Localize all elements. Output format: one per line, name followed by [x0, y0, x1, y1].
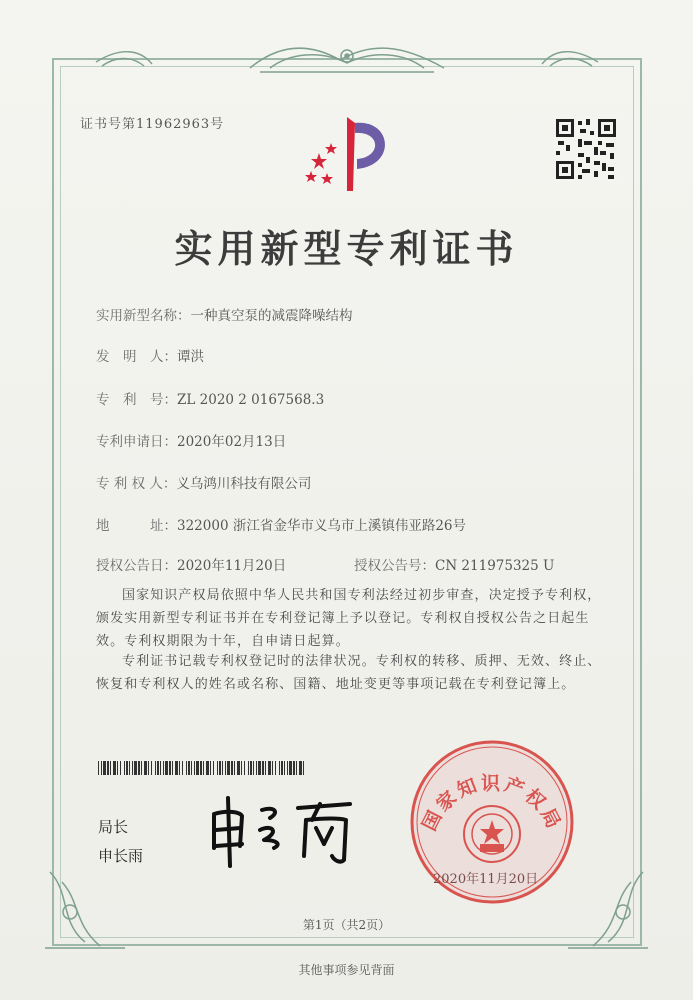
barcode-bar	[253, 761, 254, 775]
certificate-title: 实用新型专利证书	[174, 226, 519, 271]
application-date-label: 专利申请日：	[96, 434, 177, 450]
address-row	[96, 514, 466, 534]
barcode-bar	[107, 761, 109, 775]
barcode-bar	[248, 761, 249, 775]
application-date-row	[96, 430, 286, 450]
barcode-bar	[101, 761, 102, 775]
top-right-ornament-icon	[540, 44, 600, 70]
barcode-bar	[287, 761, 288, 775]
utility-model-name-value: 一种真空泵的减震降噪结构	[190, 308, 353, 324]
bottom-right-ornament-icon	[563, 862, 653, 954]
qr-code-icon	[554, 117, 618, 181]
barcode-bar	[113, 761, 116, 775]
barcode-bar	[163, 761, 164, 775]
patent-number-row	[96, 388, 324, 408]
barcode-bar	[124, 761, 125, 775]
patent-number-value: ZL 2020 2 0167568.3	[177, 392, 325, 408]
barcode-bar	[151, 761, 152, 775]
barcode-bar	[203, 761, 204, 775]
top-left-ornament-icon	[94, 44, 154, 70]
barcode-bar	[132, 761, 133, 775]
barcode-bar	[210, 761, 211, 775]
barcode-bar	[120, 761, 121, 775]
barcode-bar	[281, 761, 283, 775]
barcode-bar	[110, 761, 111, 775]
inventor-value: 谭洪	[177, 349, 204, 365]
seal-text: 国家知识产权局	[418, 772, 566, 835]
grant-date-value: 2020年11月20日	[177, 558, 287, 574]
patentee-row	[96, 472, 311, 492]
grant-number-value: CN 211975325 U	[435, 558, 555, 574]
barcode-bar	[186, 761, 187, 775]
inventor-row	[96, 345, 204, 365]
barcode-bar	[138, 761, 140, 775]
address-label: 地 址：	[96, 518, 177, 534]
barcode-bar	[231, 761, 233, 775]
barcode-icon	[98, 761, 306, 775]
barcode-bar	[265, 761, 266, 775]
barcode-bar	[160, 761, 161, 775]
barcode-bar	[258, 761, 261, 775]
barcode-bar	[196, 761, 199, 775]
barcode-bar	[275, 761, 276, 775]
barcode-bar	[299, 761, 302, 775]
barcode-bar	[237, 761, 240, 775]
barcode-bar	[217, 761, 218, 775]
patentee-label: 专 利 权 人：	[96, 476, 177, 492]
barcode-bar	[155, 761, 156, 775]
patentee-value: 义乌鸿川科技有限公司	[176, 476, 312, 492]
utility-model-name-row	[96, 304, 353, 324]
barcode-bar	[284, 761, 285, 775]
barcode-bar	[219, 761, 221, 775]
barcode-bar	[250, 761, 252, 775]
legal-status-paragraph: 专利证书记载专利权登记时的法律状况。专利权的转移、质押、无效、终止、恢复和专利权人的姓名或名称、国籍、地址变更等事项记载在专利登记簿上。	[96, 654, 602, 692]
signatory-title: 局长	[98, 818, 129, 836]
seal-date: 2020年11月20日	[433, 872, 539, 887]
barcode-bar	[227, 761, 230, 775]
barcode-bar	[157, 761, 159, 775]
top-ornament-icon	[240, 38, 454, 78]
bottom-left-ornament-icon	[40, 862, 130, 954]
barcode-bar	[256, 761, 257, 775]
barcode-bar	[117, 761, 118, 775]
barcode-bar	[289, 761, 292, 775]
cnipa-logo-icon	[297, 113, 407, 195]
barcode-bar	[144, 761, 147, 775]
barcode-bar	[272, 761, 273, 775]
barcode-bar	[244, 761, 245, 775]
barcode-bar	[262, 761, 264, 775]
page-indicator: 第1页（共2页）	[302, 918, 391, 932]
barcode-bar	[279, 761, 280, 775]
signatory-name: 申长雨	[98, 847, 144, 865]
footer-note: 其他事项参见背面	[298, 963, 395, 977]
barcode-bar	[129, 761, 130, 775]
barcode-bar	[303, 761, 304, 775]
barcode-bar	[222, 761, 223, 775]
barcode-bar	[206, 761, 209, 775]
barcode-bar	[172, 761, 173, 775]
decision-paragraph: 国家知识产权局依照中华人民共和国专利法经过初步审查，决定授予专利权，颁发实用新型专利证书并在专利登记簿上予以登记。专利权自授权公告之日起生效。专利权期限为十年，自申请日起算。	[96, 588, 602, 649]
barcode-bar	[126, 761, 128, 775]
barcode-bar	[165, 761, 168, 775]
barcode-bar	[141, 761, 142, 775]
barcode-bar	[213, 761, 214, 775]
handwritten-signature	[200, 790, 360, 870]
barcode-bar	[225, 761, 226, 775]
barcode-bar	[134, 761, 137, 775]
barcode-bar	[169, 761, 171, 775]
grant-date-row	[96, 554, 286, 574]
barcode-bar	[241, 761, 242, 775]
barcode-bar	[103, 761, 106, 775]
barcode-bar	[234, 761, 235, 775]
application-date-value: 2020年02月13日	[177, 434, 287, 450]
utility-model-name-label: 实用新型名称：	[96, 308, 191, 324]
certificate-number: 证书号第11962963号	[80, 117, 225, 132]
inventor-label: 发 明 人：	[96, 349, 177, 365]
patent-number-label: 专 利 号：	[96, 392, 177, 408]
barcode-bar	[268, 761, 271, 775]
barcode-bar	[191, 761, 192, 775]
barcode-bar	[200, 761, 202, 775]
barcode-bar	[296, 761, 297, 775]
barcode-bar	[98, 761, 99, 775]
grant-number-row	[354, 554, 554, 574]
barcode-bar	[194, 761, 195, 775]
grant-number-label: 授权公告号：	[354, 558, 435, 574]
address-value: 322000 浙江省金华市义乌市上溪镇伟亚路26号	[177, 518, 467, 534]
grant-date-label: 授权公告日：	[96, 558, 177, 574]
barcode-bar	[148, 761, 149, 775]
barcode-bar	[179, 761, 180, 775]
barcode-bar	[188, 761, 190, 775]
barcode-bar	[175, 761, 178, 775]
barcode-bar	[182, 761, 183, 775]
barcode-bar	[293, 761, 295, 775]
